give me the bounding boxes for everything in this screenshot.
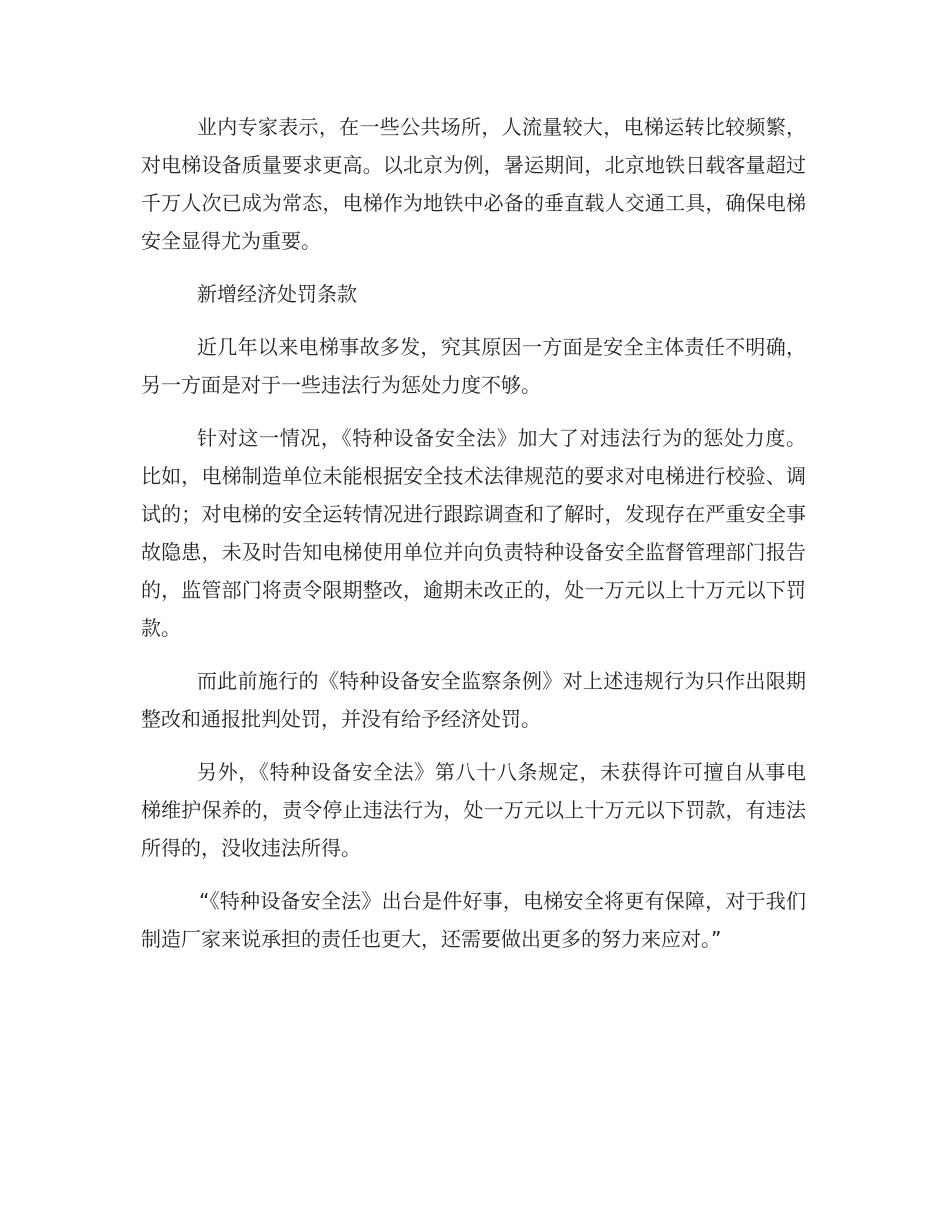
paragraph-penalty-details: 针对这一情况，《特种设备安全法》加大了对违法行为的惩处力度。比如，电梯制造单位未能根据安全技术法律规范的要求对电梯进行校验、调试的；对电梯的安全运转情况进行跟踪调查和了解时，发现存在严重安全事故隐患，未及时告知电梯使用单位并向负责特种设备安全监督管理部门报告的，监管部门将责令限期整改，逾期未改正的，处一万元以上十万元以下罚款。 [141, 426, 806, 640]
paragraph-accident-causes: 近几年以来电梯事故多发，究其原因一方面是安全主体责任不明确，另一方面是对于一些违法行为惩处力度不够。 [141, 335, 806, 397]
document-body [141, 108, 806, 973]
paragraph-manufacturer-quote: “《特种设备安全法》出台是件好事，电梯安全将更有保障，对于我们制造厂家来说承担的责任也更大，还需要做出更多的努力来应对。” [141, 889, 806, 951]
paragraph-previous-regulation: 而此前施行的《特种设备安全监察条例》对上述违规行为只作出限期整改和通报批判处罚，并没有给予经济处罚。 [141, 669, 806, 731]
paragraph-expert-opinion: 业内专家表示，在一些公共场所，人流量较大，电梯运转比较频繁，对电梯设备质量要求更高。以北京为例，暑运期间，北京地铁日载客量超过千万人次已成为常态，电梯作为地铁中必备的垂直载人交通工具，确保电梯安全显得尤为重要。 [141, 115, 806, 253]
paragraph-article-88: 另外，《特种设备安全法》第八十八条规定，未获得许可擅自从事电梯维护保养的，责令停止违法行为，处一万元以上十万元以下罚款，有违法所得的，没收违法所得。 [141, 760, 806, 860]
section-heading: 新增经济处罚条款 [197, 282, 357, 306]
